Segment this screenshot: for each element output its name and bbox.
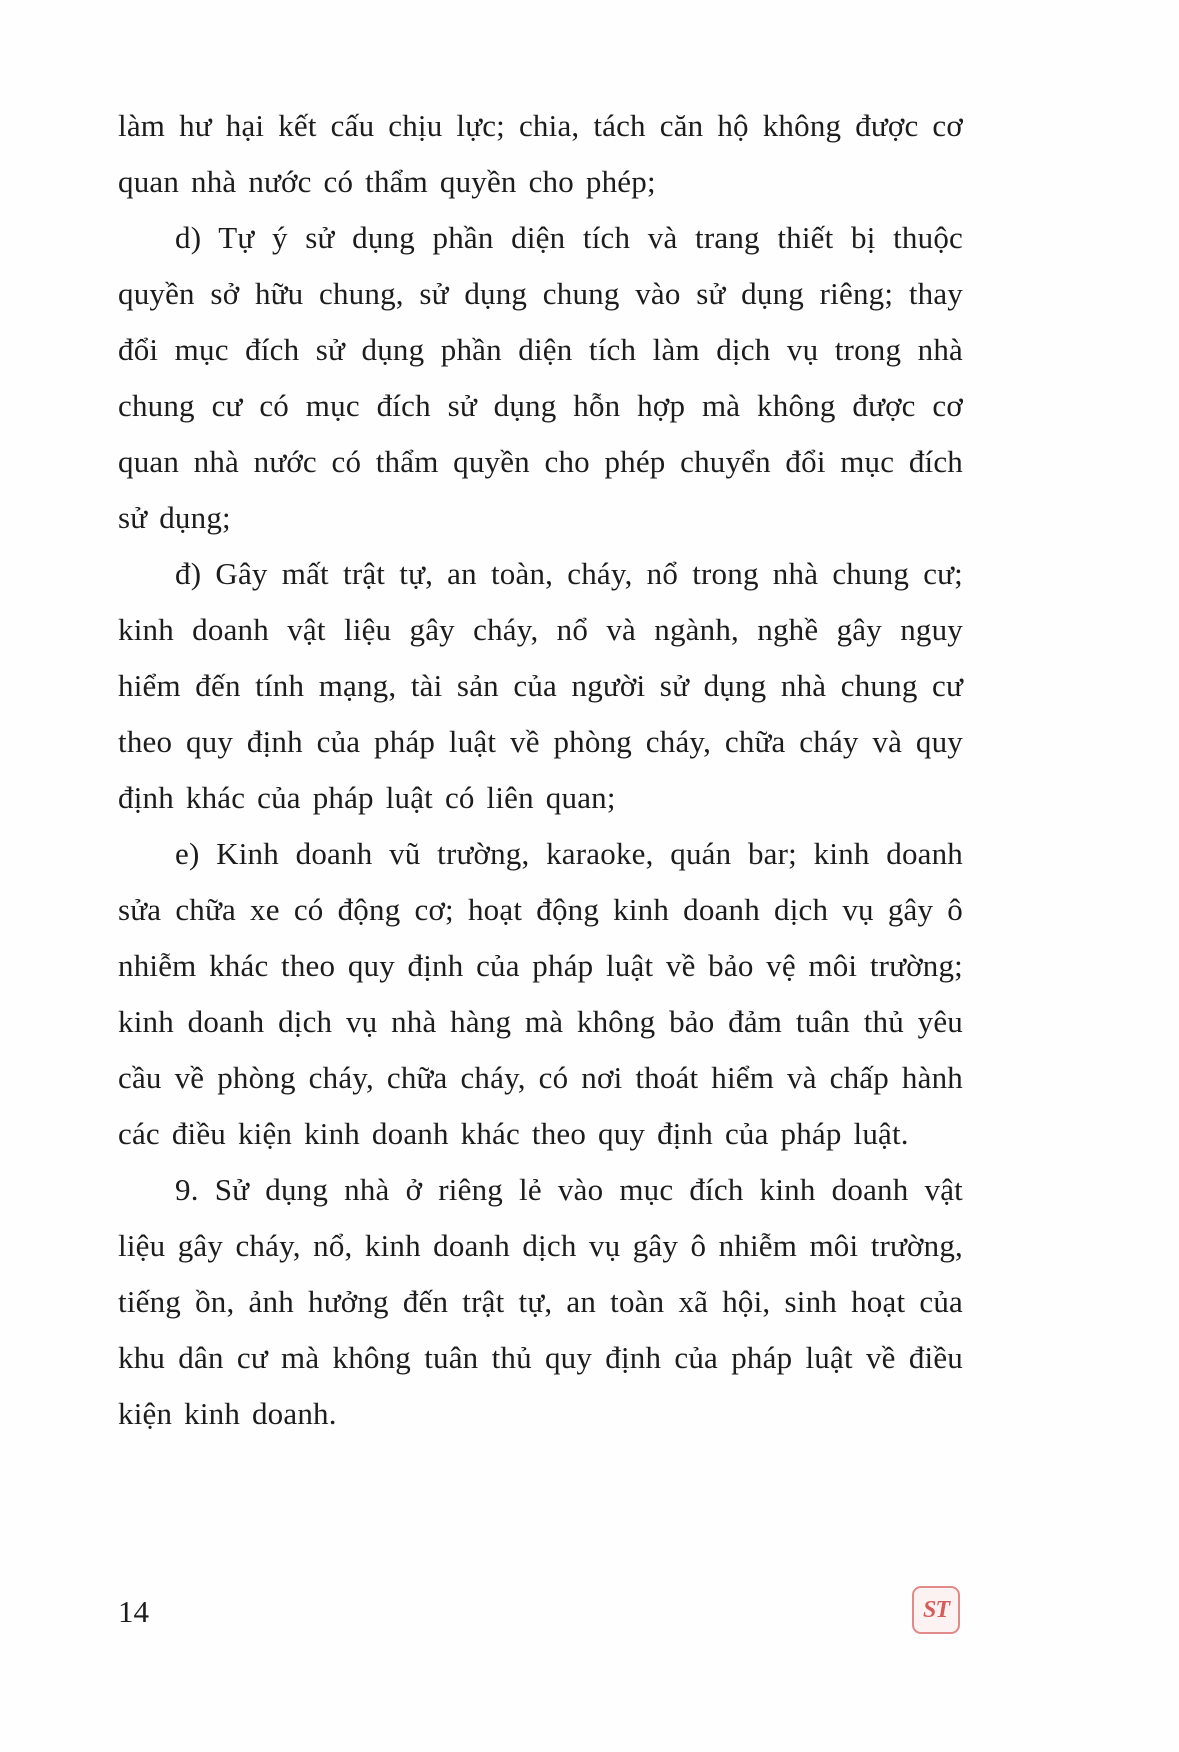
paragraph: d) Tự ý sử dụng phần diện tích và trang thiết bị thuộc quyền sở hữu chung, sử dụng chung vào sử dụng riêng; thay đổi mục đích sử dụng phần diện tích làm dịch vụ trong nhà chung cư có mục đích sử dụng hỗn hợp mà không được cơ quan nhà nước có thẩm quyền cho phép chuyển đổi mục đích sử dụng; [118,220,963,535]
paragraph: e) Kinh doanh vũ trường, karaoke, quán bar; kinh doanh sửa chữa xe có động cơ; hoạt động kinh doanh dịch vụ gây ô nhiễm khác theo quy định của pháp luật về bảo vệ môi trường; kinh doanh dịch vụ nhà hàng mà không bảo đảm tuân thủ yêu cầu về phòng cháy, chữa cháy, có nơi thoát hiểm và chấp hành các điều kiện kinh doanh khác theo quy định của pháp luật. [118,836,963,1151]
paragraph: làm hư hại kết cấu chịu lực; chia, tách căn hộ không được cơ quan nhà nước có thẩm quyền cho phép; [118,108,963,199]
page-number: 14 [118,1594,149,1629]
paragraph: 9. Sử dụng nhà ở riêng lẻ vào mục đích kinh doanh vật liệu gây cháy, nổ, kinh doanh dịch vụ gây ô nhiễm môi trường, tiếng ồn, ảnh hưởng đến trật tự, an toàn xã hội, sinh hoạt của khu dân cư mà không tuân thủ quy định của pháp luật về điều kiện kinh doanh. [118,1172,963,1431]
paragraph: đ) Gây mất trật tự, an toàn, cháy, nổ trong nhà chung cư; kinh doanh vật liệu gây cháy, nổ và ngành, nghề gây nguy hiểm đến tính mạng, tài sản của người sử dụng nhà chung cư theo quy định của pháp luật về phòng cháy, chữa cháy và quy định khác của pháp luật có liên quan; [118,556,963,815]
publisher-logo-text: ST [922,1596,949,1623]
page-body-text [118,98,963,1442]
publisher-logo [912,1586,960,1634]
